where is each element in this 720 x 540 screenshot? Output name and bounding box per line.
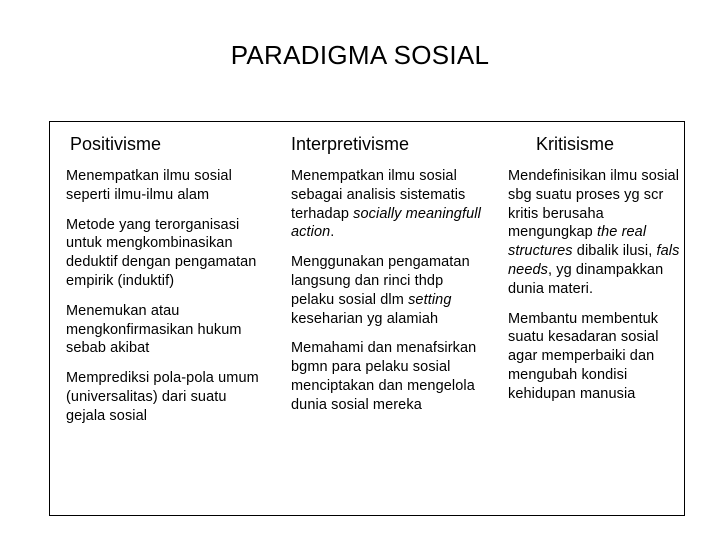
list-item: Memprediksi pola-pola umum (universalitas) dari suatu gejala sosial — [66, 370, 259, 424]
column-items-interpretivisme — [291, 167, 481, 426]
column-items-kritisisme — [508, 167, 683, 415]
paradigm-table — [49, 121, 685, 516]
list-item: Membantu membentuk suatu kesadaran sosial agar memperbaiki dan mengubah kondisi kehidupan manusia — [508, 310, 659, 402]
list-item: Metode yang terorganisasi untuk mengkombinasikan deduktif dengan pengamatan empirik (induktif) — [66, 216, 257, 289]
list-item: Memahami dan menafsirkan bgmn para pelaku sosial menciptakan dan mengelola dunia sosial mereka — [291, 340, 477, 413]
list-item: Menggunakan pengamatan langsung dan rinci thdp pelaku sosial dlm setting keseharian yg alamiah — [291, 254, 470, 327]
column-heading-interpretivisme: Interpretivisme — [291, 134, 410, 154]
list-item: Menempatkan ilmu sosial seperti ilmu-ilmu alam — [66, 168, 232, 203]
list-item: Menempatkan ilmu sosial sebagai analisis sistematis terhadap socially meaningfull action. — [291, 168, 481, 241]
list-item: Mendefinisikan ilmu sosial sbg suatu proses yg scr kritis berusaha mengungkap the real structures dibalik ilusi, fals needs, yg dinampakkan dunia materi. — [508, 168, 680, 297]
column-heading-positivisme: Positivisme — [70, 134, 162, 154]
column-items-positivisme — [66, 167, 266, 437]
page-title: PARADIGMA SOSIAL — [230, 40, 490, 70]
list-item: Menemukan atau mengkonfirmasikan hukum sebab akibat — [66, 302, 242, 357]
column-heading-kritisisme: Kritisisme — [536, 134, 615, 154]
